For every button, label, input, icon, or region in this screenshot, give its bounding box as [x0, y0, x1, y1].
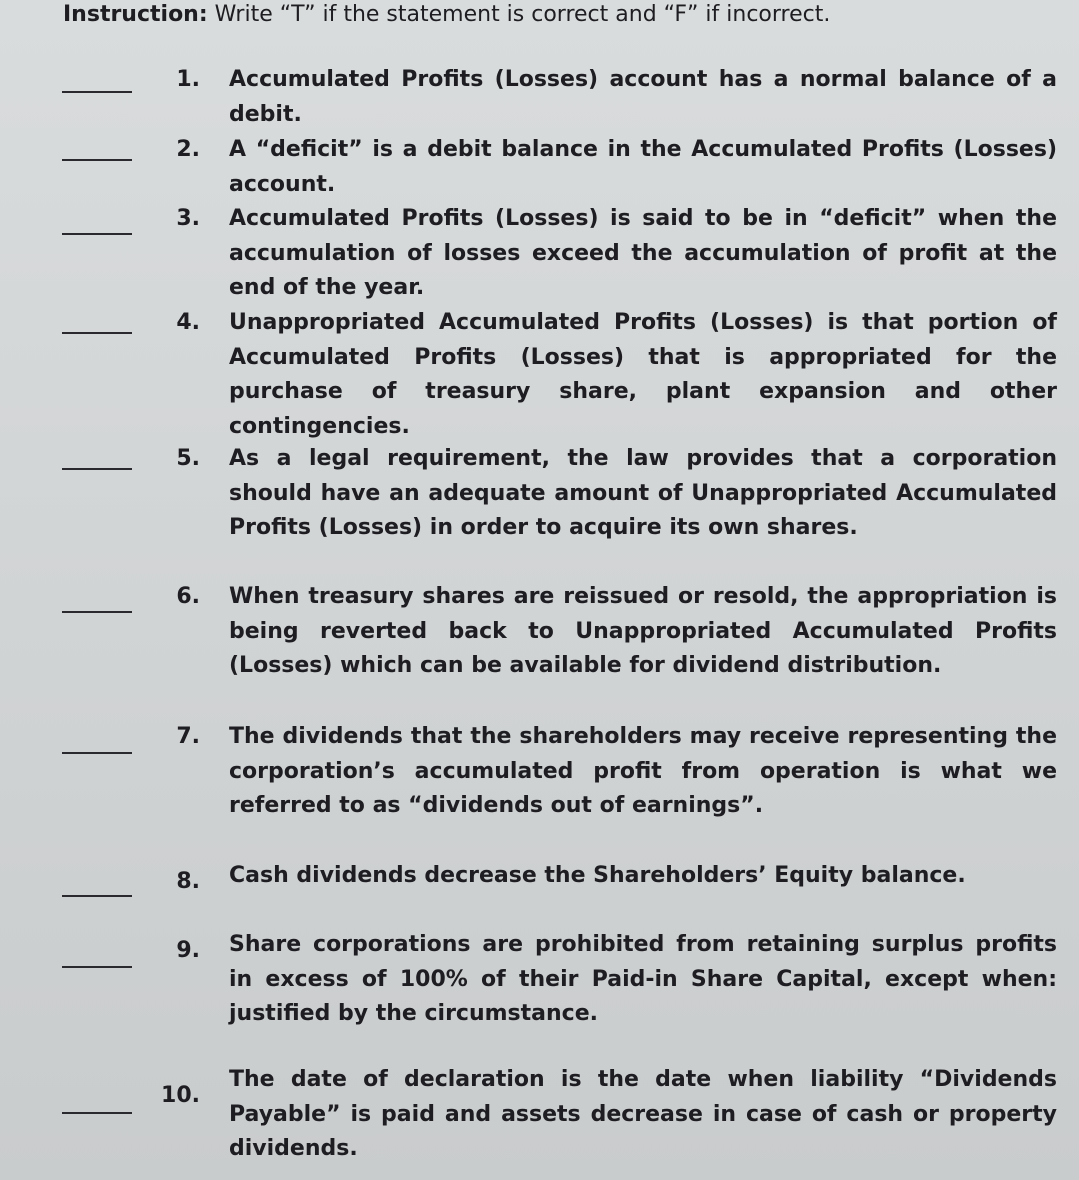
- answer-blank-4[interactable]: [62, 332, 132, 334]
- question-text: Share corporations are prohibited from retaining surplus profits in excess of 100% of their Paid-in Share Capital, except when: justified by the circumstance.: [229, 932, 1057, 1026]
- question-number: 5.: [176, 446, 200, 471]
- answer-blank-1[interactable]: [62, 91, 132, 93]
- answer-blank-5[interactable]: [62, 468, 132, 470]
- question-number: 1.: [176, 67, 200, 92]
- question-text: When treasury shares are reissued or resold, the appropriation is being reverted back to Unappropriated Accumulated Profits (Losses) which can be available for dividend distribution.: [229, 584, 1057, 678]
- question-text: Accumulated Profits (Losses) is said to be in “deficit” when the accumulation of losses exceed the accumulation of profit at the end of the year.: [229, 206, 1057, 300]
- instruction-label: Instruction:: [63, 2, 208, 27]
- question-text: Accumulated Profits (Losses) account has a normal balance of a debit.: [229, 67, 1057, 127]
- question-number: 4.: [176, 310, 200, 335]
- question-text: As a legal requirement, the law provides that a corporation should have an adequate amount of Unappropriated Accumulated Profits (Losses) in order to acquire its own shares.: [229, 446, 1057, 540]
- question-text: Cash dividends decrease the Shareholders’ Equity balance.: [229, 863, 966, 888]
- question-number: 6.: [176, 584, 200, 609]
- question-text: The dividends that the shareholders may receive representing the corporation’s accumulated profit from operation is what we referred to as “dividends out of earnings”.: [229, 724, 1057, 818]
- answer-blank-8[interactable]: [62, 895, 132, 897]
- question-number: 8.: [176, 869, 200, 894]
- answer-blank-9[interactable]: [62, 966, 132, 968]
- question-number: 7.: [176, 724, 200, 749]
- answer-blank-6[interactable]: [62, 611, 132, 613]
- question-number: 2.: [176, 137, 200, 162]
- answer-blank-7[interactable]: [62, 752, 132, 754]
- answer-blank-10[interactable]: [62, 1112, 132, 1114]
- question-text: Unappropriated Accumulated Profits (Losses) is that portion of Accumulated Profits (Losses) that is appropriated for the purchase of treasury share, plant expansion and other contingencies.: [229, 310, 1057, 439]
- question-text: The date of declaration is the date when liability “Dividends Payable” is paid and assets decrease in case of cash or property dividends.: [229, 1067, 1057, 1161]
- question-number: 9.: [176, 938, 200, 963]
- question-number: 3.: [176, 206, 200, 231]
- instruction-text: Write “T” if the statement is correct and “F” if incorrect.: [214, 2, 831, 27]
- instruction: [63, 2, 830, 28]
- question-text: A “deficit” is a debit balance in the Accumulated Profits (Losses) account.: [229, 137, 1057, 197]
- question-number: 10.: [161, 1083, 200, 1108]
- answer-blank-3[interactable]: [62, 233, 132, 235]
- answer-blank-2[interactable]: [62, 159, 132, 161]
